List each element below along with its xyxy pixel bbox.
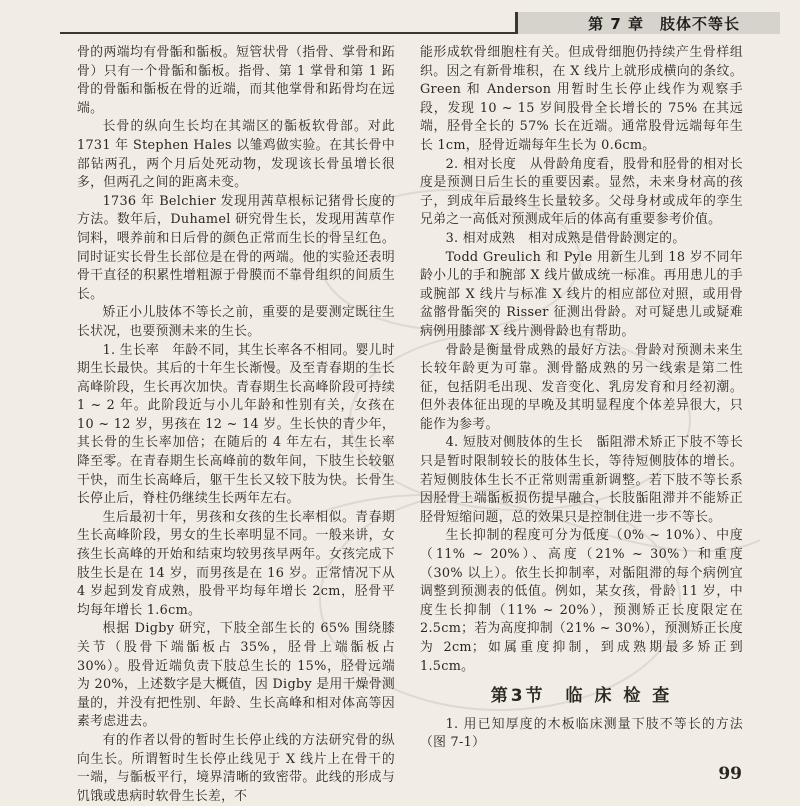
paragraph: 骨的两端均有骨骺和骺板。短管状骨（指骨、掌骨和跖骨）只有一个骨骺和骺板。指骨、第 1 掌骨和第 1 跖骨的骨骺和骺板在骨的近端，而其他掌骨和跖骨均在远端。 <box>77 45 395 116</box>
paragraph: 3. 相对成熟 相对成熟是借骨龄测定的。 <box>445 230 686 246</box>
paragraph: Todd Greulich 和 Pyle 用新生儿到 18 岁不同年龄小儿的手和腕部 X 线片做成统一标准。再用患儿的手或腕部 X 线片与标准 X 线片的相应部位对照，或用骨盆髂骨骺突的 Risser 征测出骨龄。对可疑患儿或疑难病例用膝部 X 线片测骨龄也有帮助。 <box>420 249 743 339</box>
paragraph: 生后最初十年，男孩和女孩的生长率相似。青春期生长高峰阶段，男女的生长率明显不同。一般来讲，女孩生长高峰的开始和结束均较男孩早两年。女孩完成下肢生长是在 14 岁，而男孩是在 16 岁。正常情况下从 4 岁起到发育成熟，股骨平均每年增长 2cm，胫骨平均每年增长 1.6cm。 <box>77 509 395 618</box>
page-number: 99 <box>718 764 742 784</box>
paragraph: 能形成软骨细胞柱有关。但成骨细胞仍持续产生骨样组织。因之有新骨堆积，在 X 线片上就形成横向的条纹。Green 和 Anderson 用暂时生长停止线作为观察手段，发现 10 ~ 15 岁间股骨全长增长的 75% 在其远端，胫骨全长的 57% 长在近端。通常股骨远端每年生长 1cm，胫骨近端每年生长为 0.6cm。 <box>420 45 743 153</box>
paragraph: 矫正小儿肢体不等长之前，重要的是要测定既往生长状况，也要预测未来的生长。 <box>77 305 395 339</box>
paragraph: 4. 短肢对侧肢体的生长 骺阻滞术矫正下肢不等长只是暂时限制较长的肢体生长，等待短侧肢体的增长。若短侧肢体生长不正常则需重新调整。若下肢不等长系因胫骨上端骺板损伤提早融合，长肢骺阻滞并不能矫正胫骨短缩问题，总的效果只是控制住进一步不等长。 <box>420 435 743 525</box>
paragraph: 1. 用已知厚度的木板临床测量下肢不等长的方法（图 7-1） <box>420 716 743 751</box>
paragraph: 根据 Digby 研究，下肢全部生长的 65% 围绕膝关节（股骨下端骺板占 35%，胫骨上端骺板占 30%）。股骨近端负责下肢总生长的 15%，胫骨远端为 20%，上述数字是大概值，因 Digby 是用干燥骨测量的，并没有把性别、年龄、生长高峰和相对体高等因素考虑进去。 <box>77 621 395 730</box>
left-column <box>77 44 395 806</box>
section-heading: 第3节 临 床 检 查 <box>490 686 673 707</box>
running-header <box>0 12 800 34</box>
paragraph: 长骨的纵向生长均在其端区的骺板软骨部。对此 1731 年 Stephen Hales 以雏鸡做实验。在其长骨中部钻两孔，两个月后处死动物，发现该长骨虽增长很多，但两孔之间的距离未变。 <box>77 119 395 191</box>
right-column <box>420 44 743 753</box>
paragraph: 2. 相对长度 从骨龄角度看，股骨和胫骨的相对长度是预测日后生长的重要因素。显然，未来身材高的孩子，到成年后最终生长量较多。父母身材或成年的孪生兄弟之一高低对预测成年后的体高有重要参考价值。 <box>420 156 743 228</box>
paragraph: 生长抑制的程度可分为低度（0% ~ 10%）、中度（11% ~ 20%）、高度（21% ~ 30%）和重度（30% 以上）。依生长抑制率，对骺阻滞的每个病例宜调整到预测表的低值。例如，某女孩，骨龄 11 岁，中度生长抑制（11% ~ 20%），预测矫正长度限定在 2.5cm；若为高度抑制（21% ~ 30%），预测矫正长度为 2cm；如属重度抑制，到成熟期最多矫正到 1.5cm。 <box>420 528 743 674</box>
paragraph: 1736 年 Belchier 发现用茜草根标记猪骨长度的方法。数年后，Duhamel 研究骨生长，发现用茜草作饲料，喂养前和日后骨的颜色正常而生长的骨呈红色。同时证实长骨生长部位是在骨的两端。他的实验还表明骨干直径的积累性增粗源于骨膜而不靠骨组织的间质生长。 <box>77 193 395 302</box>
chapter-title: 第 7 章 肢体不等长 <box>588 15 740 33</box>
paragraph: 骨龄是衡量骨成熟的最好方法。骨龄对预测未来生长较年龄更为可靠。测骨骼成熟的另一线索是第二性征，包括阴毛出现、发音变化、乳房发育和月经初潮。但外表体征出现的早晚及其明显程度个体差异很大，只能作为参考。 <box>420 342 743 432</box>
paragraph: 有的作者以骨的暂时生长停止线的方法研究骨的纵向生长。所谓暂时生长停止线见于 X 线片上在骨干的一端，与骺板平行，境界清晰的致密带。此线的形成与饥饿或患病时软骨生长差，不 <box>77 732 395 804</box>
paragraph: 1. 生长率 年龄不同，其生长率各不相同。婴儿时期生长最快。其后的十年生长渐慢。及至青春期的生长高峰阶段，生长再次加快。青春期生长高峰阶段可持续 1 ~ 2 年。此阶段近与小儿年龄和性别有关，女孩在 10 ~ 12 岁，男孩在 12 ~ 14 岁。生长快的青少年，其长骨的生长率加倍；在随后的 4 年左右，其生长率降至零。在青春期生长高峰前的数年间，下肢生长较躯干快，而生长高峰后，躯干生长又较下肢为快。长骨生长停止后，脊柱仍继续生长两年左右。 <box>77 342 395 507</box>
